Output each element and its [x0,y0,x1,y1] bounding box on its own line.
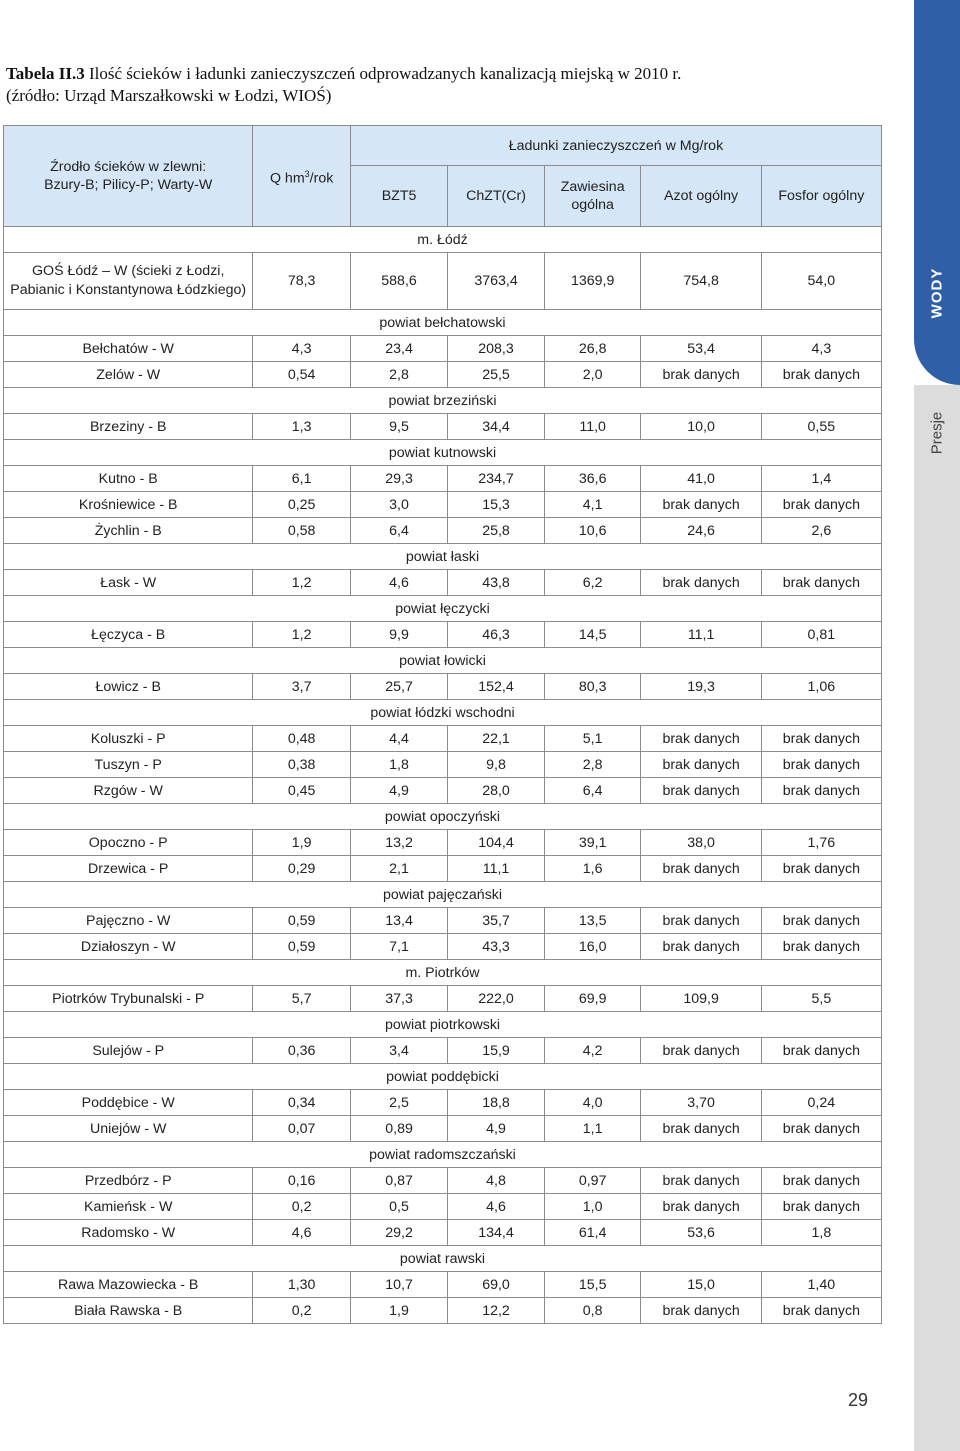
table-row [4,518,882,544]
section-title: m. Piotrków [4,960,882,986]
cell-zawiesina: 1,6 [544,856,641,882]
row-name: Uniejów - W [4,1116,253,1142]
header-q-sup: 3 [304,168,310,179]
section-title: powiat rawski [4,1246,882,1272]
cell-azot: brak danych [641,1038,761,1064]
cell-bzt5: 13,4 [350,908,447,934]
cell-azot: brak danych [641,856,761,882]
cell-azot: 24,6 [641,518,761,544]
cell-bzt5: 588,6 [350,253,447,310]
section-title: powiat łaski [4,544,882,570]
cell-chzt: 4,9 [448,1116,545,1142]
cell-zawiesina: 61,4 [544,1220,641,1246]
section-title: powiat łowicki [4,648,882,674]
cell-chzt: 43,3 [448,934,545,960]
cell-zawiesina: 39,1 [544,830,641,856]
table-row [4,362,882,388]
row-name: Bełchatów - W [4,336,253,362]
cell-azot: 53,4 [641,336,761,362]
table-row [4,1116,882,1142]
cell-chzt: 9,8 [448,752,545,778]
cell-bzt5: 6,4 [350,518,447,544]
cell-fosfor: brak danych [761,570,881,596]
table-row [4,1168,882,1194]
table-row [4,830,882,856]
cell-fosfor: brak danych [761,934,881,960]
row-name: Przedbórz - P [4,1168,253,1194]
cell-chzt: 18,8 [448,1090,545,1116]
cell-zawiesina: 6,2 [544,570,641,596]
cell-azot: brak danych [641,752,761,778]
cell-q: 0,29 [253,856,350,882]
header-q [253,126,350,227]
row-name: Radomsko - W [4,1220,253,1246]
row-name: Tuszyn - P [4,752,253,778]
cell-zawiesina: 11,0 [544,414,641,440]
cell-q: 0,36 [253,1038,350,1064]
header-zawiesina-line1: Zawiesina [560,179,625,195]
header-chzt: ChZT(Cr) [448,166,545,227]
row-name: Drzewica - P [4,856,253,882]
cell-q: 0,2 [253,1298,350,1324]
cell-chzt: 15,9 [448,1038,545,1064]
table-label: Tabela II.3 [6,64,85,83]
section-title: powiat bełchatowski [4,310,882,336]
section-tab-wody-label: WODY [928,267,946,319]
row-name [4,253,253,310]
section-title: powiat poddębicki [4,1064,882,1090]
table-row [4,674,882,700]
cell-chzt: 22,1 [448,726,545,752]
cell-bzt5: 9,5 [350,414,447,440]
cell-fosfor: brak danych [761,1168,881,1194]
cell-zawiesina: 0,97 [544,1168,641,1194]
cell-azot: brak danych [641,362,761,388]
cell-fosfor: brak danych [761,1194,881,1220]
cell-q: 5,7 [253,986,350,1012]
cell-azot: 109,9 [641,986,761,1012]
table-row [4,414,882,440]
lodz-name-line2: Pabianic i Konstantynowa Łódzkiego) [10,282,247,298]
cell-zawiesina: 5,1 [544,726,641,752]
section-row [4,544,882,570]
table-row [4,1090,882,1116]
table-source: (źródło: Urząd Marszałkowski w Łodzi, WIOŚ) [6,86,332,105]
table-row [4,570,882,596]
cell-bzt5: 0,5 [350,1194,447,1220]
cell-bzt5: 10,7 [350,1272,447,1298]
cell-chzt: 43,8 [448,570,545,596]
cell-q: 0,59 [253,908,350,934]
cell-zawiesina: 1,1 [544,1116,641,1142]
table-row [4,986,882,1012]
header-q-label: Q hm [269,170,305,187]
row-name: Rawa Mazowiecka - B [4,1272,253,1298]
section-row [4,1142,882,1168]
row-name: Kutno - B [4,466,253,492]
cell-azot: brak danych [641,1116,761,1142]
section-title: powiat opoczyński [4,804,882,830]
row-name: Piotrków Trybunalski - P [4,986,253,1012]
section-row [4,648,882,674]
cell-zawiesina: 36,6 [544,466,641,492]
cell-fosfor: brak danych [761,908,881,934]
section-title: powiat pajęczański [4,882,882,908]
section-title: powiat łódzki wschodni [4,700,882,726]
cell-q: 0,16 [253,1168,350,1194]
cell-bzt5: 0,89 [350,1116,447,1142]
cell-q: 78,3 [253,253,350,310]
table-row [4,1220,882,1246]
row-name: Biała Rawska - B [4,1298,253,1324]
cell-fosfor: 0,24 [761,1090,881,1116]
cell-azot: 15,0 [641,1272,761,1298]
cell-zawiesina: 15,5 [544,1272,641,1298]
row-name: Rzgów - W [4,778,253,804]
section-title: powiat radomszczański [4,1142,882,1168]
cell-chzt: 25,8 [448,518,545,544]
cell-zawiesina: 6,4 [544,778,641,804]
section-title: powiat brzeziński [4,388,882,414]
cell-q: 6,1 [253,466,350,492]
cell-fosfor: 4,3 [761,336,881,362]
cell-azot: 41,0 [641,466,761,492]
section-row [4,804,882,830]
cell-q: 3,7 [253,674,350,700]
row-name: Sulejów - P [4,1038,253,1064]
cell-q: 0,45 [253,778,350,804]
row-name: Zelów - W [4,362,253,388]
cell-q: 0,59 [253,934,350,960]
row-name: Żychlin - B [4,518,253,544]
section-row [4,440,882,466]
section-tab-presje-label: Presje [928,411,946,455]
cell-bzt5: 0,87 [350,1168,447,1194]
cell-q: 0,48 [253,726,350,752]
cell-bzt5: 9,9 [350,622,447,648]
cell-fosfor: 0,55 [761,414,881,440]
section-row [4,882,882,908]
table-row [4,726,882,752]
cell-q: 4,6 [253,1220,350,1246]
cell-zawiesina: 26,8 [544,336,641,362]
cell-bzt5: 37,3 [350,986,447,1012]
cell-bzt5: 29,2 [350,1220,447,1246]
cell-azot: brak danych [641,934,761,960]
cell-bzt5: 23,4 [350,336,447,362]
section-row [4,388,882,414]
cell-bzt5: 4,4 [350,726,447,752]
cell-fosfor: brak danych [761,778,881,804]
cell-azot: brak danych [641,726,761,752]
cell-fosfor: brak danych [761,752,881,778]
cell-zawiesina: 4,2 [544,1038,641,1064]
table-row [4,856,882,882]
section-tab-presje [914,385,960,1451]
row-name: Łask - W [4,570,253,596]
cell-chzt: 11,1 [448,856,545,882]
row-name: Krośniewice - B [4,492,253,518]
cell-azot: brak danych [641,1298,761,1324]
cell-zawiesina: 10,6 [544,518,641,544]
section-title: m. Łódź [4,227,882,253]
header-source-line1: Źrodło ścieków w zlewni: [50,159,207,175]
row-name: Łowicz - B [4,674,253,700]
cell-bzt5: 3,4 [350,1038,447,1064]
cell-azot: brak danych [641,778,761,804]
table-row [4,934,882,960]
cell-q: 0,38 [253,752,350,778]
cell-azot: brak danych [641,492,761,518]
table-caption [6,63,886,107]
cell-bzt5: 1,9 [350,1298,447,1324]
cell-chzt: 3763,4 [448,253,545,310]
cell-q: 1,9 [253,830,350,856]
cell-chzt: 104,4 [448,830,545,856]
header-source-line2: Bzury-B; Pilicy-P; Warty-W [44,177,213,193]
cell-bzt5: 4,9 [350,778,447,804]
row-name: Opoczno - P [4,830,253,856]
cell-fosfor: brak danych [761,1298,881,1324]
cell-zawiesina: 69,9 [544,986,641,1012]
cell-q: 0,34 [253,1090,350,1116]
cell-azot: 754,8 [641,253,761,310]
cell-fosfor: 1,76 [761,830,881,856]
cell-zawiesina: 1369,9 [544,253,641,310]
cell-chzt: 69,0 [448,1272,545,1298]
cell-fosfor: 1,4 [761,466,881,492]
table-row [4,1194,882,1220]
table-row [4,622,882,648]
cell-chzt: 34,4 [448,414,545,440]
cell-bzt5: 7,1 [350,934,447,960]
cell-q: 0,58 [253,518,350,544]
cell-q: 0,25 [253,492,350,518]
cell-q: 0,07 [253,1116,350,1142]
section-title: powiat piotrkowski [4,1012,882,1038]
cell-fosfor: 2,6 [761,518,881,544]
cell-chzt: 208,3 [448,336,545,362]
cell-bzt5: 2,5 [350,1090,447,1116]
cell-bzt5: 3,0 [350,492,447,518]
row-name: Kamieńsk - W [4,1194,253,1220]
row-name: Łęczyca - B [4,622,253,648]
cell-azot: brak danych [641,1194,761,1220]
cell-fosfor: brak danych [761,1116,881,1142]
row-name: Poddębice - W [4,1090,253,1116]
cell-chzt: 4,6 [448,1194,545,1220]
cell-chzt: 134,4 [448,1220,545,1246]
row-name: Działoszyn - W [4,934,253,960]
cell-fosfor: brak danych [761,726,881,752]
cell-q: 1,3 [253,414,350,440]
table-row [4,253,882,310]
cell-bzt5: 13,2 [350,830,447,856]
cell-fosfor: 1,06 [761,674,881,700]
cell-chzt: 35,7 [448,908,545,934]
cell-azot: brak danych [641,1168,761,1194]
cell-zawiesina: 14,5 [544,622,641,648]
cell-azot: 11,1 [641,622,761,648]
cell-chzt: 234,7 [448,466,545,492]
row-name: Koluszki - P [4,726,253,752]
cell-bzt5: 29,3 [350,466,447,492]
cell-fosfor: brak danych [761,492,881,518]
table-row [4,1272,882,1298]
table-title: Ilość ścieków i ładunki zanieczyszczeń odprowadzanych kanalizacją miejską w 2010 r. [84,64,682,83]
cell-q: 1,2 [253,622,350,648]
table-row [4,752,882,778]
cell-zawiesina: 4,0 [544,1090,641,1116]
section-row [4,1012,882,1038]
section-row [4,310,882,336]
cell-zawiesina: 4,1 [544,492,641,518]
cell-fosfor: 1,40 [761,1272,881,1298]
section-row [4,227,882,253]
section-row [4,1246,882,1272]
header-source [4,126,253,227]
section-row [4,960,882,986]
cell-azot: 38,0 [641,830,761,856]
cell-chzt: 46,3 [448,622,545,648]
section-row [4,700,882,726]
row-name: Brzeziny - B [4,414,253,440]
cell-fosfor: 54,0 [761,253,881,310]
section-title: powiat łęczycki [4,596,882,622]
cell-chzt: 25,5 [448,362,545,388]
cell-chzt: 4,8 [448,1168,545,1194]
row-name: Pajęczno - W [4,908,253,934]
cell-zawiesina: 1,0 [544,1194,641,1220]
cell-q: 1,2 [253,570,350,596]
table-row [4,466,882,492]
cell-chzt: 28,0 [448,778,545,804]
cell-azot: 19,3 [641,674,761,700]
table-row [4,1298,882,1324]
cell-azot: 3,70 [641,1090,761,1116]
header-loads-group: Ładunki zanieczyszczeń w Mg/rok [350,126,881,166]
cell-bzt5: 25,7 [350,674,447,700]
cell-q: 4,3 [253,336,350,362]
cell-chzt: 222,0 [448,986,545,1012]
table-row [4,1038,882,1064]
cell-zawiesina: 80,3 [544,674,641,700]
section-row [4,596,882,622]
cell-azot: 53,6 [641,1220,761,1246]
cell-bzt5: 1,8 [350,752,447,778]
header-azot: Azot ogólny [641,166,761,227]
cell-chzt: 152,4 [448,674,545,700]
cell-azot: 10,0 [641,414,761,440]
section-title: powiat kutnowski [4,440,882,466]
cell-azot: brak danych [641,570,761,596]
cell-chzt: 12,2 [448,1298,545,1324]
lodz-name-line1: GOŚ Łódź – W (ścieki z Łodzi, [32,263,225,279]
header-q-unit: /rok [309,170,334,187]
header-zawiesina [544,166,641,227]
header-zawiesina-line2: ogólna [571,197,614,213]
table-row [4,908,882,934]
cell-fosfor: brak danych [761,1038,881,1064]
cell-zawiesina: 0,8 [544,1298,641,1324]
cell-zawiesina: 2,0 [544,362,641,388]
cell-q: 0,54 [253,362,350,388]
cell-zawiesina: 13,5 [544,908,641,934]
page-number: 29 [848,1390,869,1410]
cell-zawiesina: 2,8 [544,752,641,778]
cell-chzt: 15,3 [448,492,545,518]
cell-fosfor: 0,81 [761,622,881,648]
cell-fosfor: brak danych [761,362,881,388]
cell-bzt5: 2,1 [350,856,447,882]
table-row [4,336,882,362]
header-fosfor: Fosfor ogólny [761,166,881,227]
cell-azot: brak danych [641,908,761,934]
cell-bzt5: 2,8 [350,362,447,388]
table-row [4,492,882,518]
cell-bzt5: 4,6 [350,570,447,596]
cell-zawiesina: 16,0 [544,934,641,960]
header-bzt5: BZT5 [350,166,447,227]
section-row [4,1064,882,1090]
table-body [4,227,882,1324]
table-row [4,778,882,804]
cell-fosfor: brak danych [761,856,881,882]
data-table [3,125,882,1324]
cell-q: 0,2 [253,1194,350,1220]
cell-q: 1,30 [253,1272,350,1298]
cell-fosfor: 1,8 [761,1220,881,1246]
section-tab-wody [914,0,960,385]
cell-fosfor: 5,5 [761,986,881,1012]
